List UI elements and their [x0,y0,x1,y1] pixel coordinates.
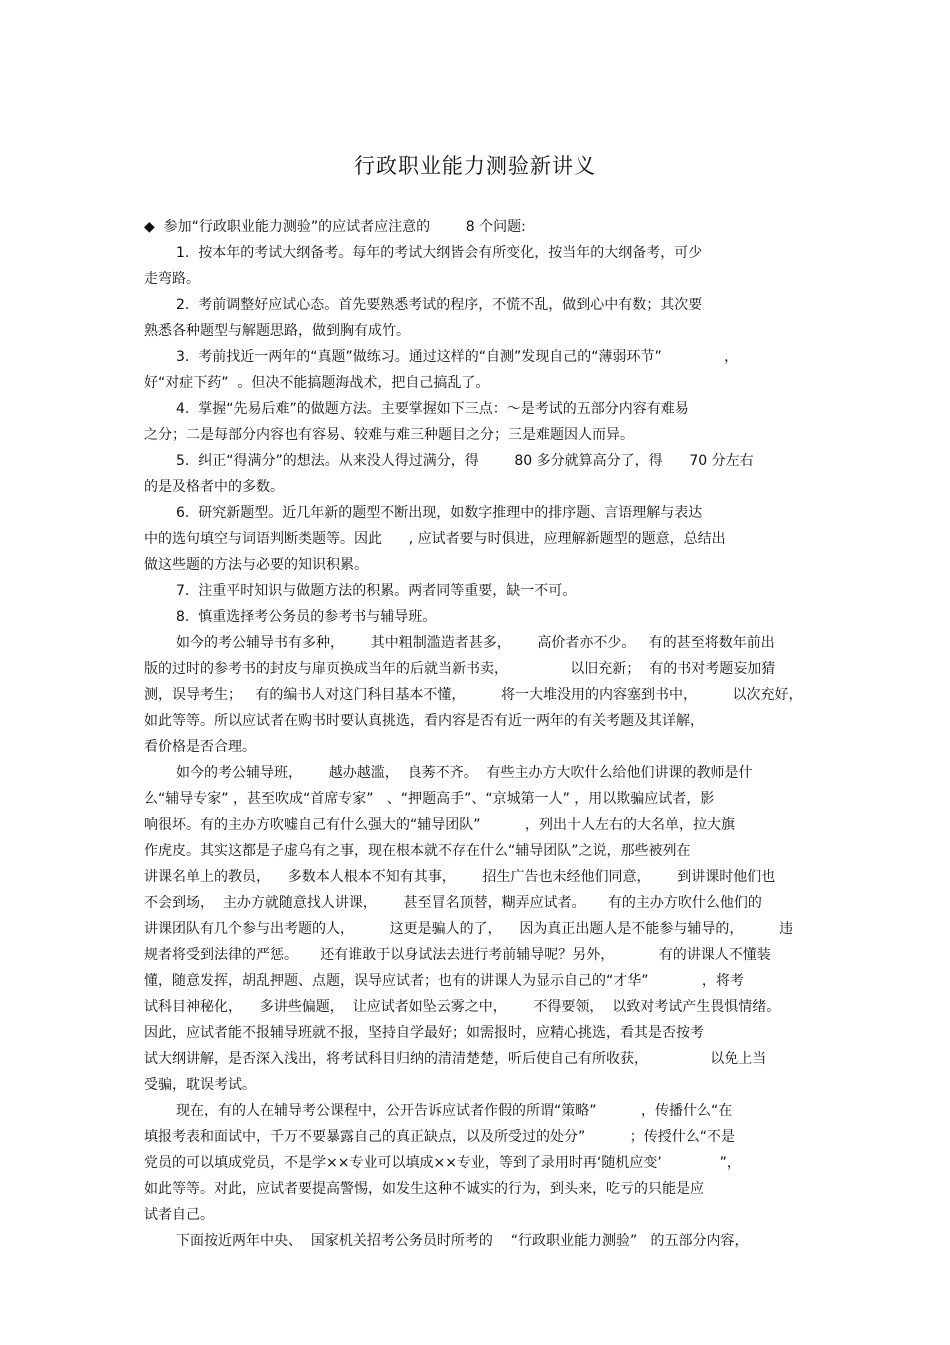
text-line: 如此等等。对此，应试者要提高警惕，如发生这种不诚实的行为，到头来，吃亏的只能是应 [144,1181,704,1197]
text-line: 受骗，耽误考试。 [144,1077,256,1093]
text-line: 1. 按本年的考试大纲备考。每年的考试大纲皆会有所变化，按当年的大纲备考，可少 [176,245,703,261]
text-line: 8. 慎重选择考公务员的参考书与辅导班。 [176,609,437,625]
text-line: 的是及格者中的多数。 [144,479,284,495]
text-line: 测，误导考生； 有的编书人对这门科目基本不懂， 将一大堆没用的内容塞到书中， 以次充好， [144,687,803,703]
text-line: 之分；二是每部分内容也有容易、较难与难三种题目之分；三是难题因人而异。 [144,427,634,443]
text-line: 如此等等。所以应试者在购书时要认真挑选，看内容是否有近一两年的有关考题及其详解， [144,713,704,729]
text-line: 填报考表和面试中，千万不要暴露自己的真正缺点，以及所受过的处分” ；传授什么“不是 [144,1129,736,1145]
text-line: 试科目神秘化， 多讲些偏题， 让应试者如坠云雾之中， 不得要领， 以致对考试产生畏惧情绪。 [144,999,781,1015]
text-line: 中的选句填空与词语判断类题等。因此 , 应试者要与时俱进，应理解新题型的题意，总结出 [144,531,726,547]
text-line: 做这些题的方法与必要的知识积累。 [144,557,368,573]
text-line: 3. 考前找近一两年的“真题”做练习。通过这样的“自测”发现自己的“薄弱环节” ， [176,349,739,365]
text-line: 试大纲讲解，是否深入浅出，将考试科目归纳的清清楚楚，听后使自己有所收获， 以免上当 [144,1051,767,1067]
text-line: 讲课团队有几个参与出考题的人， 这更是骗人的了， 因为真正出题人是不能参与辅导的， 违 [144,921,794,937]
text-line: 走弯路。 [144,271,200,287]
text-line: 么“辅导专家” ，甚至吹成“首席专家” 、“押题高手”、“京城第一人” ，用以欺骗应试者，影 [144,791,715,807]
text-line: 4. 掌握“先易后难”的做题方法。主要掌握如下三点：～是考试的五部分内容有难易 [176,401,689,417]
text-line: 下面按近两年中央、 国家机关招考公务员时所考的 “行政职业能力测验” 的五部分内容， [176,1233,749,1249]
document-title: 行政职业能力测验新讲义 [354,154,596,178]
text-line: 作虎皮。其实这都是子虚乌有之事，现在根本就不存在什么“辅导团队”之说，那些被列在 [144,843,691,859]
text-line: 如今的考公辅导书有多种， 其中粗制滥造者甚多， 高价者亦不少。 有的甚至将数年前出 [176,635,775,651]
text-line: 如今的考公辅导班， 越办越滥， 良莠不齐。 有些主办方大吹什么给他们讲课的教师是什 [176,765,753,781]
text-line: 2. 考前调整好应试心态。首先要熟悉考试的程序，不慌不乱，做到心中有数；其次要 [176,297,703,313]
text-line: 响很坏。有的主办方吹嘘自己有什么强大的“辅导团队” ，列出十人左右的大名单，拉大旗 [144,817,736,833]
text-line: 5. 纠正“得满分”的想法。从来没人得过满分，得 80 多分就算高分了，得 70 分左右 [176,453,754,469]
text-line: 现在，有的人在辅导考公课程中，公开告诉应试者作假的所谓“策略” ，传播什么“在 [176,1103,733,1119]
text-line: 懂，随意发挥，胡乱押题、点题，误导应试者；也有的讲课人为显示自己的“才华” ，将考 [144,973,744,989]
text-line: 6. 研究新题型。近几年新的题型不断出现，如数字推理中的排序题、言语理解与表达 [176,505,703,521]
text-line: 看价格是否合理。 [144,739,256,755]
text-line: 不会到场， 主办方就随意找人讲课， 甚至冒名顶替，糊弄应试者。 有的主办方吹什么他们的 [144,895,762,911]
text-line: 因此，应试者能不报辅导班就不报，坚持自学最好；如需报时，应精心挑选，看其是否按考 [144,1025,704,1041]
text-line: 试者自己。 [144,1207,214,1223]
text-line: 党员的可以填成党员，不是学××专业可以填成××专业，等到了录用时再‘随机应变’ ”， [144,1155,741,1171]
text-line: 7. 注重平时知识与做题方法的积累。两者同等重要，缺一不可。 [176,583,577,599]
text-line: 版的过时的参考书的封皮与扉页换成当年的后就当新书卖， 以旧充新； 有的书对考题妄加猜 [144,661,776,677]
text-line: 讲课名单上的教员， 多数本人根本不知有其事， 招生广告也未经他们同意， 到讲课时他们也 [144,869,776,885]
intro-line: ◆ 参加“行政职业能力测验”的应试者应注意的 8 个问题: [144,219,526,235]
text-line: 熟悉各种题型与解题思路，做到胸有成竹。 [144,323,410,339]
text-line: 规者将受到法律的严惩。 还有谁敢于以身试法去进行考前辅导呢？另外， 有的讲课人不懂装 [144,947,771,963]
document-body [144,214,816,1254]
text-line: 好“对症下药” 。但决不能搞题海战术，把自己搞乱了。 [144,375,490,391]
